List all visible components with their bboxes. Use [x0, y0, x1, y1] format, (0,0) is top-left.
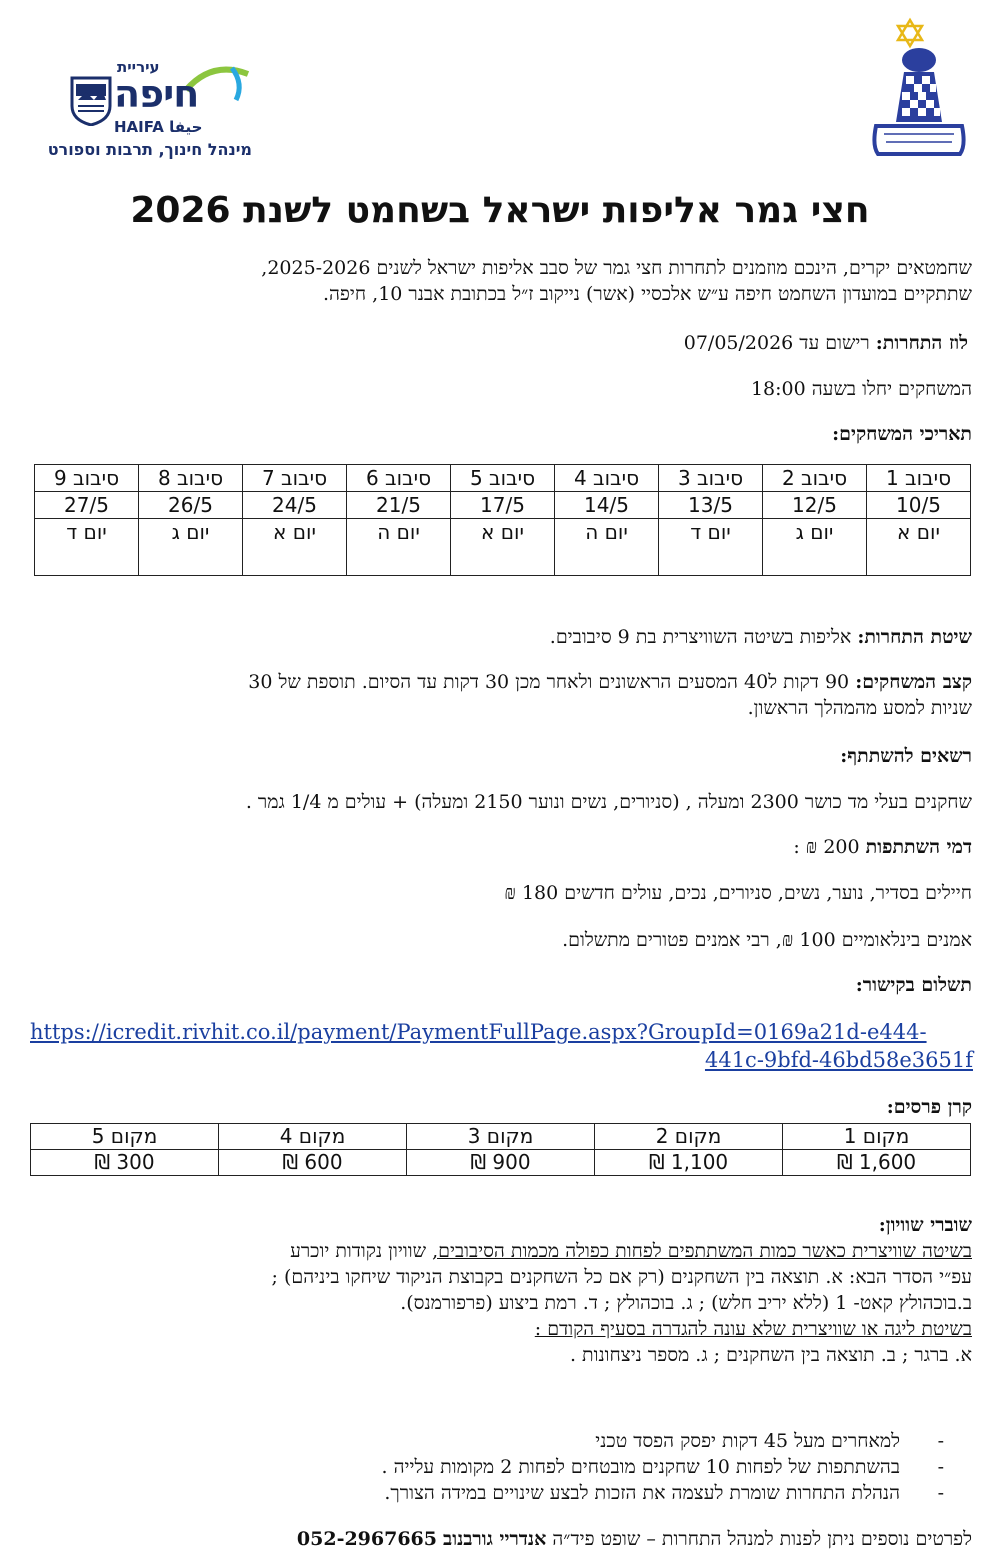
round-day-cell: יום ה [555, 519, 659, 576]
list-item: - למאחרים מעל 45 דקות יפסק הפסד טכני [595, 1430, 944, 1452]
rounds-row-dates [35, 492, 971, 519]
page-title: חצי גמר אליפות ישראל בשחמט לשנת 2026 [130, 190, 870, 231]
round-date-cell: 10/5 [867, 492, 971, 519]
round-day-cell: יום ג [763, 519, 867, 576]
haifa-logo-latin: HAIFA حيفا [114, 118, 203, 136]
prize-place-cell: מקום 2 [595, 1124, 783, 1150]
payment-link[interactable] [30, 1018, 973, 1074]
round-day-cell: יום ג [139, 519, 243, 576]
prize-amount-cell: 1,100 ₪ [595, 1150, 783, 1176]
round-date-cell: 21/5 [347, 492, 451, 519]
time-control-line-1: 90 דקות ל40 המסעים הראשונים ולאחר מכן 30 דקות עד הסיום. תוספת של 30 [248, 671, 850, 693]
prize-amount-cell: 300 ₪ [31, 1150, 219, 1176]
haifa-logo-small-text: עיריית [117, 58, 160, 76]
round-date-cell: 27/5 [35, 492, 139, 519]
contact-name: אנדריי גורבנוב [443, 1528, 547, 1550]
tiebreaks-line-5: א. ברגר ; ב. תוצאה בין השחקנים ; ג. מספר ניצחונות . [569, 1344, 972, 1366]
system-line [22, 624, 972, 650]
haifa-logo-department: מינהל חינוך, תרבות וספורט [47, 140, 252, 159]
tiebreaks-swiss-heading: בשיטה שוויצרית כאשר כמות המשתתפים לפחות כפולה מכמות הסיבובים, [432, 1240, 972, 1262]
rounds-table [34, 464, 971, 576]
prize-amount-cell: 1,600 ₪ [783, 1150, 971, 1176]
list-item: - בהשתתפות של לפחות 10 שחקנים מובטחים לפחות 2 מקומות עלייה . [381, 1456, 944, 1478]
round-name-cell: סיבוב 7 [243, 465, 347, 492]
intro-paragraph [22, 255, 972, 307]
prizes-label: קרן פרסים: [886, 1096, 972, 1118]
round-day-cell: יום ד [659, 519, 763, 576]
rounds-row-names [35, 465, 971, 492]
list-item: - הנהלת התחרות שומרת לעצמה את הזכות לבצע שינויים במידה הצורך. [384, 1482, 944, 1504]
prize-amount-cell: 900 ₪ [407, 1150, 595, 1176]
round-name-cell: סיבוב 5 [451, 465, 555, 492]
prize-place-cell: מקום 4 [219, 1124, 407, 1150]
prizes-row-places [31, 1124, 971, 1150]
fees-line [22, 834, 972, 860]
prize-place-cell: מקום 5 [31, 1124, 219, 1150]
haifa-municipality-logo [47, 58, 252, 163]
payment-label: תשלום בקישור: [855, 974, 972, 996]
round-name-cell: סיבוב 2 [763, 465, 867, 492]
time-control-label: קצב המשחקים: [855, 671, 972, 693]
prizes-row-amounts [31, 1150, 971, 1176]
intro-line-1: שחמטאים יקרים, הינכם מוזמנים לתחרות חצי גמר של סבב אליפות ישראל לשנים 2025-2026, [261, 257, 972, 279]
tiebreaks-league-heading: בשיטת ליגה או שוויצרית שלא עונה להגדרה בסעיף הקודם : [534, 1318, 972, 1340]
schedule-line [18, 330, 968, 356]
round-date-cell: 13/5 [659, 492, 763, 519]
tiebreaks-line-2: עפ״י הסדר הבא: א. תוצאה בין השחקנים (רק אם כל השחקנים בקבוצת הניקוד שיחקו ביניהם) ; [271, 1266, 972, 1288]
fees-trainers: אמנים בינלאומיים 100 ₪, רבי אמנים פטורים מתשלום. [562, 929, 972, 951]
eligibility-label: רשאים להשתתף: [840, 745, 972, 767]
system-label: שיטת התחרות: [857, 626, 972, 648]
tiebreaks-section [22, 1212, 972, 1368]
prize-place-cell: מקום 3 [407, 1124, 595, 1150]
round-date-cell: 17/5 [451, 492, 555, 519]
intro-line-2: שתתקיים במועדון השחמט חיפה ע״ש אלכסיי (אשר) נייקוב ז״ל בכתובת אבנר 10, חיפה. [322, 283, 972, 305]
round-date-cell: 24/5 [243, 492, 347, 519]
payment-url-line-2[interactable]: 441c-9bfd-46bd58e3651f [704, 1048, 973, 1072]
schedule-label: לוז התחרות: [875, 332, 968, 354]
haifa-crest-icon [70, 74, 112, 126]
tiebreaks-label: שוברי שוויון: [878, 1214, 972, 1236]
prize-place-cell: מקום 1 [783, 1124, 971, 1150]
eligibility-text: שחקנים בעלי מד כושר 2300 ומעלה , (סניורים, נשים ונוער 2150 ומעלה) + עולים מ 1/4 גמר . [245, 791, 972, 813]
round-day-cell: יום ד [35, 519, 139, 576]
round-day-cell: יום ה [347, 519, 451, 576]
notes-list [72, 1428, 972, 1506]
round-name-cell: סיבוב 4 [555, 465, 659, 492]
round-day-cell: יום א [451, 519, 555, 576]
chess-federation-logo-icon [862, 14, 977, 164]
system-text: אליפות בשיטה השוויצרית בת 9 סיבובים. [549, 626, 852, 648]
time-control-paragraph [22, 669, 972, 721]
start-time: המשחקים יחלו בשעה 18:00 [750, 378, 972, 400]
tiebreaks-line-3: ב.בוכהולץ קאט- 1 (ללא יריב חלש) ; ג. בוכהולץ ; ד. רמת ביצוע (פרפורמנס). [400, 1292, 972, 1314]
round-date-cell: 12/5 [763, 492, 867, 519]
prize-amount-cell: 600 ₪ [219, 1150, 407, 1176]
prizes-table [30, 1123, 971, 1176]
payment-url-line-1[interactable]: https://icredit.rivhit.co.il/payment/PaymentFullPage.aspx?GroupId=0169a21d-e444- [30, 1020, 927, 1044]
registration-deadline: רישום עד 07/05/2026 [683, 332, 870, 354]
fees-reduced: חיילים בסדיר, נוער, נשים, סניורים, נכים, עולים חדשים 180 ₪ [504, 882, 972, 904]
round-date-cell: 26/5 [139, 492, 243, 519]
round-day-cell: יום א [243, 519, 347, 576]
haifa-logo-big-text: חיפה [114, 72, 199, 116]
round-date-cell: 14/5 [555, 492, 659, 519]
round-name-cell: סיבוב 3 [659, 465, 763, 492]
round-name-cell: סיבוב 1 [867, 465, 971, 492]
round-name-cell: סיבוב 9 [35, 465, 139, 492]
fees-amount: 200 ₪ : [793, 836, 860, 858]
rounds-row-days [35, 519, 971, 576]
round-name-cell: סיבוב 8 [139, 465, 243, 492]
dates-label: תאריכי המשחקים: [832, 423, 972, 445]
time-control-line-2: שניות למסע מהמהלך הראשון. [747, 697, 972, 719]
contact-line [22, 1526, 972, 1552]
contact-text: לפרטים נוספים ניתן לפנות למנהל התחרות – שופט פיד״ה [546, 1528, 972, 1550]
tiebreaks-swiss-rest: שוויון נקודות יוכרע [290, 1240, 433, 1262]
round-day-cell: יום א [867, 519, 971, 576]
fees-label: דמי השתתפות [865, 836, 972, 858]
contact-phone: 052-2967665 [296, 1528, 437, 1550]
round-name-cell: סיבוב 6 [347, 465, 451, 492]
